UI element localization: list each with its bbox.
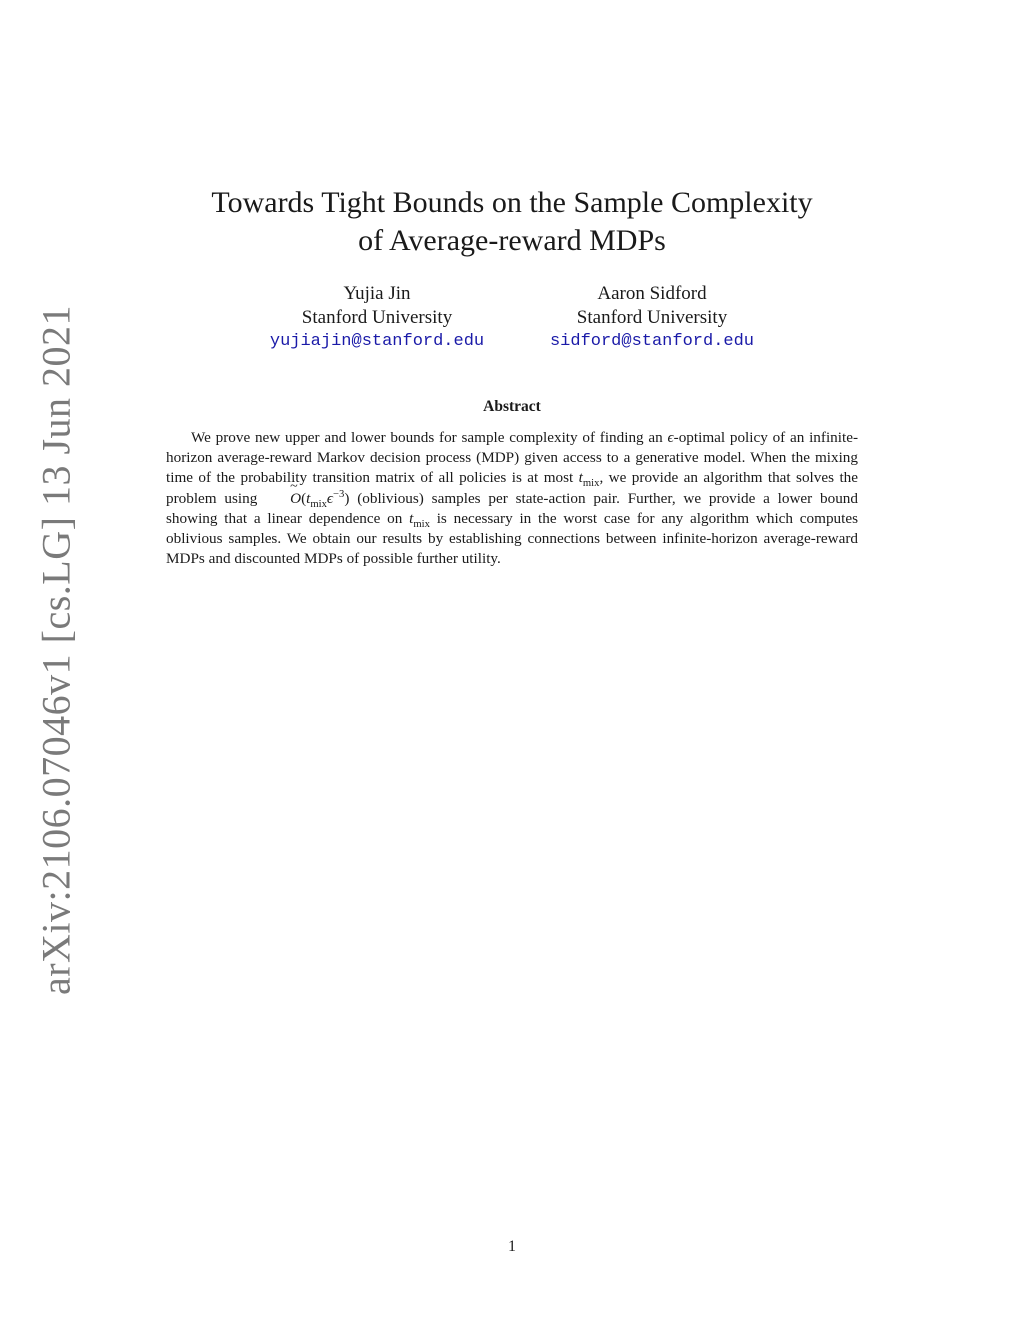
mix-subscript: mix xyxy=(310,498,327,510)
mix-subscript: mix xyxy=(413,518,430,530)
author-1 xyxy=(257,282,497,354)
author-email-link[interactable]: sidford@stanford.edu xyxy=(549,332,755,351)
paren-open: ( xyxy=(301,489,307,507)
tmix-symbol xyxy=(578,469,600,490)
mix-subscript: mix xyxy=(582,478,600,490)
tmix-symbol xyxy=(306,489,327,510)
tmix-symbol xyxy=(409,509,430,530)
o-tilde-symbol: ~ O xyxy=(265,489,301,509)
title-line-2: of Average-reward MDPs xyxy=(358,224,666,257)
paren-close: ) xyxy=(344,489,350,507)
author-email-link[interactable]: yujiajin@stanford.edu xyxy=(269,332,485,351)
arxiv-identifier: arXiv:2106.07046v1 [cs.LG] 13 Jun 2021 xyxy=(33,304,79,996)
t-symbol: t xyxy=(409,509,414,527)
t-symbol: t xyxy=(578,469,583,487)
abstract-segment: We prove new upper and lower bounds for sample complexity of finding an xyxy=(191,429,668,446)
author-name: Yujia Jin xyxy=(343,283,411,304)
abstract-text xyxy=(166,428,858,569)
title-line-1: Towards Tight Bounds on the Sample Complexity xyxy=(211,186,813,219)
author-affiliation: Stanford University xyxy=(301,307,453,328)
epsilon-symbol: ϵ xyxy=(326,489,334,507)
author-name: Aaron Sidford xyxy=(597,283,707,304)
abstract-segment: , we provide an algorithm that solves the problem using xyxy=(166,469,858,507)
author-affiliation: Stanford University xyxy=(576,307,728,328)
abstract-segment: -optimal policy of an infinite-horizon average-reward Markov decision process (MDP) given access to a generative model. When the mixing time of the probability transition matrix of all policies is at most xyxy=(166,429,859,487)
abstract-segment: is necessary in the worst case for any algorithm which computes oblivious samples. We obtain our results by establishing connections between infinite-horizon average-reward MDPs and discounted MDPs of possible further utility. xyxy=(166,509,859,568)
author-2 xyxy=(532,282,772,354)
abstract-segment: (oblivious) samples per state-action pair. Further, we provide a lower bound showing that a linear dependence on xyxy=(166,489,858,527)
t-symbol: t xyxy=(306,489,311,507)
exponent: −3 xyxy=(333,488,345,500)
abstract-heading: Abstract xyxy=(483,398,541,415)
epsilon-symbol: ϵ xyxy=(667,429,674,446)
paper-title xyxy=(0,184,1024,260)
page-number: 1 xyxy=(508,1238,516,1255)
